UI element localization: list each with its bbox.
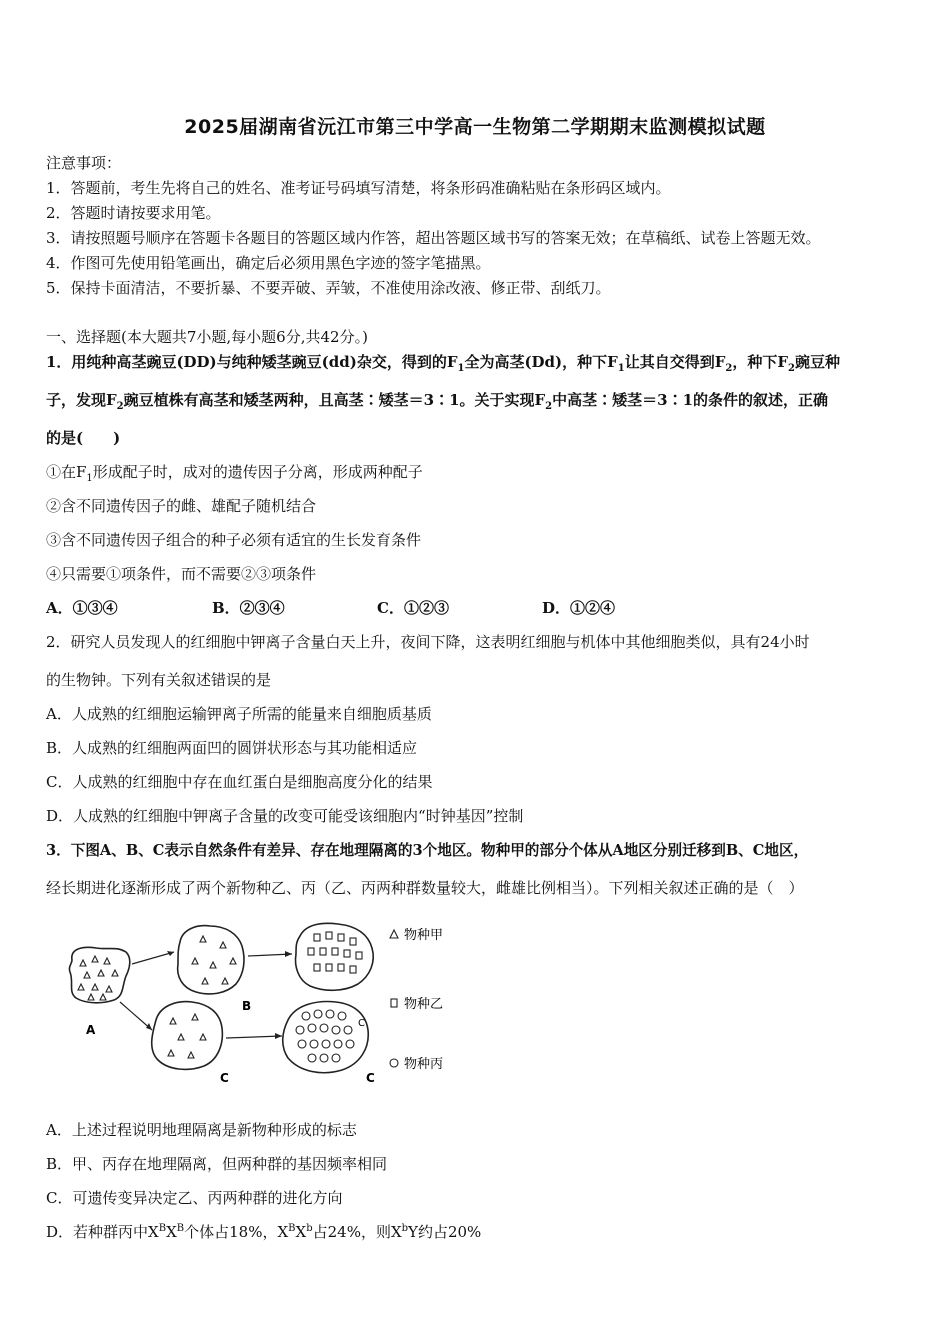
q1-option-b[interactable]: B．②③④ [212,599,285,617]
q1-option-d[interactable]: D．①②④ [542,599,616,617]
q3-d-part-5: 占24%，则X [312,1223,402,1241]
superscript: B [158,1223,167,1234]
q2-line-1: 2．研究人员发现人的红细胞中钾离子含量白天上升，夜间下降，这表明红细胞与机体中其他细胞类似，具有24小时 [46,633,810,651]
q1-text-1a: 1．用纯种高茎豌豆(DD)与纯种矮茎豌豆(dd)杂交，得到的F [46,353,458,371]
legend-species-bing: 物种丙 [404,1057,444,1072]
legend-circle-icon [390,1059,398,1067]
subscript: 2 [545,401,553,412]
superscript: b [306,1223,313,1234]
region-a-blob [69,947,129,1002]
label-region-c-left: C [220,1071,229,1085]
legend-triangle-icon [390,930,398,938]
arrow-head [275,1033,282,1039]
notice-item-2: 2．答题时请按要求用笔。 [46,204,221,222]
speciation-diagram [60,912,480,1092]
q1-text-1d: ，种下F [732,353,789,371]
label-region-c-right: C [366,1071,375,1085]
q1-text-2b: 豌豆植株有高茎和矮茎两种，且高茎∶矮茎＝3∶1。关于实现F [123,391,546,409]
notice-item-4: 4．作图可先使用铅笔画出，确定后必须用黑色字迹的签字笔描黑。 [46,254,491,272]
q1-statement-1 [46,461,423,484]
q3-d-part-1: D．若种群丙中X [46,1223,159,1241]
subscript: 2 [725,363,733,374]
arrow-a-to-c [120,1002,152,1030]
superscript: B [176,1223,185,1234]
q3-d-part-4: X [295,1223,307,1241]
q2-option-a[interactable]: A．人成熟的红细胞运输钾离子所需的能量来自细胞质基质 [46,705,432,723]
notice-heading: 注意事项： [46,154,122,172]
q2-option-d[interactable]: D．人成熟的红细胞中钾离子含量的改变可能受该细胞内“时钟基因”控制 [46,807,524,825]
subscript: 2 [788,363,796,374]
q3-line-2: 经长期进化逐渐形成了两个新物种乙、丙（乙、丙两种群数量较大，雌雄比例相当）。下列相关叙述正确的是（ ） [46,879,804,897]
q1-text-2a: 子，发现F [46,391,117,409]
q1-statement-4: ④只需要①项条件，而不需要②③项条件 [46,565,317,583]
legend-square-icon [391,999,397,1007]
arrow-c-to-c2 [226,1036,282,1038]
q1-text-1b: 全为高茎(Dd)，种下F [464,353,618,371]
q3-line-1: 3．下图A、B、C表示自然条件有差异、存在地理隔离的3个地区。物种甲的部分个体从A地区分别迁移到B、C地区， [46,842,809,859]
q3-d-part-3: 个体占18%，X [184,1223,289,1241]
subscript: 1 [86,473,93,484]
notice-item-5: 5．保持卡面清洁，不要折暴、不要弄破、弄皱，不准使用涂改液、修正带、刮纸刀。 [46,279,611,297]
subscript: 1 [457,363,465,374]
label-region-b: B [242,999,252,1013]
subscript: 1 [617,363,625,374]
q1-line-2 [46,389,828,412]
q1-option-c[interactable]: C．①②③ [377,599,449,617]
arrow-head [146,1023,152,1030]
q1-statement-2: ②含不同遗传因子的雌、雄配子随机结合 [46,497,317,515]
label-region-c-inner: C [358,1018,365,1029]
q1-text-1c: 让其自交得到F [624,353,726,371]
q3-d-part-6: Y约占20% [408,1223,482,1241]
arrow-a-to-b [132,952,174,964]
q2-option-c[interactable]: C．人成熟的红细胞中存在血红蛋白是细胞高度分化的结果 [46,773,433,791]
exam-title: 2025届湖南省沅江市第三中学高一生物第二学期期末监测模拟试题 [184,116,766,138]
q3-d-part-2: X [166,1223,177,1241]
q3-option-c[interactable]: C．可遗传变异决定乙、丙两种群的进化方向 [46,1189,343,1207]
q1-text-2c: 中高茎∶矮茎＝3∶1的条件的叙述，正确 [552,391,829,409]
q1-text-1e: 豌豆种 [795,353,841,371]
superscript: b [401,1223,409,1234]
superscript: B [288,1223,296,1234]
legend-species-jia: 物种甲 [404,928,444,943]
subscript: 2 [116,401,124,412]
label-region-a: A [86,1023,96,1037]
region-c-blob [152,1002,223,1070]
q1-statement-1b: 形成配子时，成对的遗传因子分离，形成两种配子 [92,463,423,481]
q1-statement-3: ③含不同遗传因子组合的种子必须有适宜的生长发育条件 [46,531,422,549]
legend-species-yi: 物种乙 [404,997,444,1012]
arrow-head [285,951,292,957]
q3-option-a[interactable]: A．上述过程说明地理隔离是新物种形成的标志 [46,1121,357,1139]
q1-line-3: 的是( ) [46,429,121,447]
q2-line-2: 的生物钟。下列有关叙述错误的是 [46,671,272,689]
q1-line-1 [46,351,840,374]
q1-statement-1a: ①在F [46,463,87,481]
q1-option-a[interactable]: A．①③④ [46,599,118,617]
notice-item-3: 3．请按照题号顺序在答题卡各题目的答题区域内作答，超出答题区域书写的答案无效；在草稿纸、试卷上答题无效。 [46,229,821,247]
q3-option-b[interactable]: B．甲、丙存在地理隔离，但两种群的基因频率相同 [46,1155,388,1173]
notice-item-1: 1．答题前，考生先将自己的姓名、准考证号码填写清楚，将条形码准确粘贴在条形码区域内。 [46,179,671,197]
section-heading: 一、选择题(本大题共7小题,每小题6分,共42分。) [46,328,368,346]
q3-option-d[interactable] [46,1221,481,1242]
q2-option-b[interactable]: B．人成熟的红细胞两面凹的圆饼状形态与其功能相适应 [46,739,418,757]
